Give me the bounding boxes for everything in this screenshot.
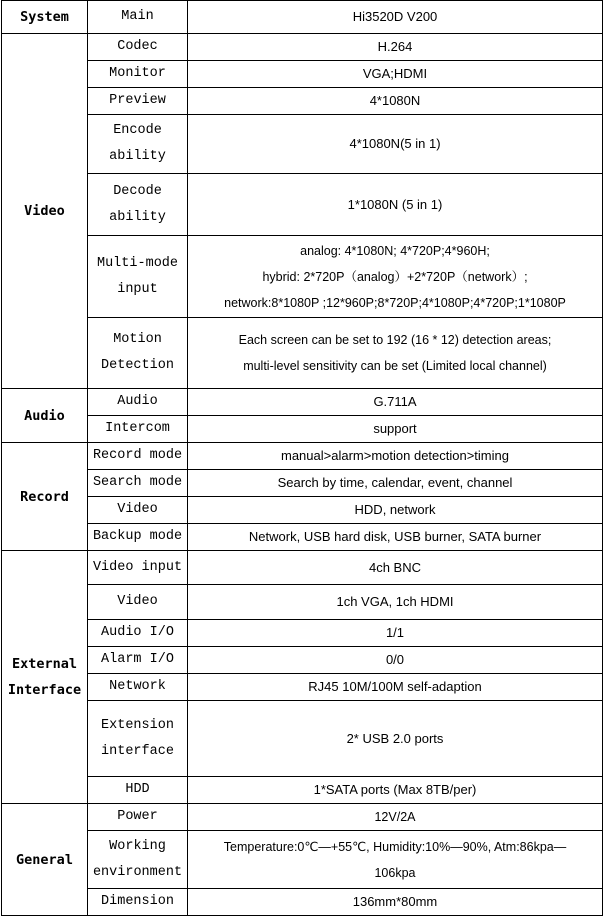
spec-label: Intercom: [88, 416, 188, 443]
table-row: [2, 551, 603, 585]
label-line: Decode: [113, 183, 162, 199]
table-row: [2, 620, 603, 647]
spec-value: VGA;HDMI: [188, 61, 603, 88]
value-line: hybrid: 2*720P（analog）+2*720P（network）;: [262, 269, 528, 284]
category-general: General: [2, 804, 88, 916]
spec-value: 1/1: [188, 620, 603, 647]
category-audio: Audio: [2, 389, 88, 443]
spec-value: manual>alarm>motion detection>timing: [188, 443, 603, 470]
value-line: analog: 4*1080N; 4*720P;4*960H;: [300, 243, 490, 258]
spec-label: Video: [88, 497, 188, 524]
label-line: Detection: [101, 358, 174, 373]
table-row: [2, 674, 603, 701]
label-line: Motion: [113, 332, 162, 347]
spec-label: [88, 318, 188, 389]
table-row: [2, 318, 603, 389]
table-row: [2, 389, 603, 416]
table-row: [2, 88, 603, 115]
label-line: Extension: [101, 717, 174, 733]
table-row: [2, 497, 603, 524]
spec-label: HDD: [88, 777, 188, 804]
table-row: [2, 585, 603, 620]
label-line: interface: [101, 743, 174, 759]
label-line: Encode: [113, 123, 162, 138]
table-row: [2, 416, 603, 443]
category-line: Interface: [7, 682, 82, 698]
spec-label: [88, 174, 188, 236]
table-row: [2, 647, 603, 674]
label-line: ability: [109, 149, 166, 164]
spec-label: [88, 831, 188, 889]
category-external-interface: [2, 551, 88, 804]
spec-value: RJ45 10M/100M self-adaption: [188, 674, 603, 701]
spec-label: Power: [88, 804, 188, 831]
table-row: [2, 524, 603, 551]
category-system: System: [2, 1, 88, 34]
spec-label: Network: [88, 674, 188, 701]
spec-label: Backup mode: [88, 524, 188, 551]
spec-value: [188, 236, 603, 318]
value-line: Temperature:0℃—+55℃, Humidity:10%—90%, Atm:86kpa—: [223, 839, 567, 854]
spec-value: 1ch VGA, 1ch HDMI: [188, 585, 603, 620]
spec-label: Main: [88, 1, 188, 34]
value-line: 106kpa: [374, 865, 416, 880]
spec-label: Record mode: [88, 443, 188, 470]
table-row: [2, 470, 603, 497]
spec-value: [188, 831, 603, 889]
table-row: [2, 236, 603, 318]
table-row: [2, 1, 603, 34]
spec-value: support: [188, 416, 603, 443]
table-row: [2, 174, 603, 236]
spec-label: Preview: [88, 88, 188, 115]
spec-value: 0/0: [188, 647, 603, 674]
table-row: [2, 701, 603, 777]
spec-label: Audio: [88, 389, 188, 416]
spec-label: Monitor: [88, 61, 188, 88]
label-line: input: [117, 281, 158, 297]
spec-label: [88, 115, 188, 174]
spec-label: Video input: [88, 551, 188, 585]
spec-value: 1*1080N (5 in 1): [188, 174, 603, 236]
spec-label: [88, 236, 188, 318]
table-row: [2, 443, 603, 470]
value-line: network:8*1080P ;12*960P;8*720P;4*1080P;4*720P;1*1080P: [224, 295, 566, 310]
spec-label: Video: [88, 585, 188, 620]
category-line: External: [11, 656, 78, 672]
spec-table: [1, 0, 603, 916]
spec-label: Dimension: [88, 889, 188, 916]
spec-value: 4*1080N: [188, 88, 603, 115]
spec-value: Hi3520D V200: [188, 1, 603, 34]
label-line: Multi-mode: [96, 255, 178, 271]
table-row: [2, 889, 603, 916]
spec-value: HDD, network: [188, 497, 603, 524]
label-line: ability: [109, 209, 166, 225]
spec-value: 136mm*80mm: [188, 889, 603, 916]
spec-label: Search mode: [88, 470, 188, 497]
spec-value: H.264: [188, 34, 603, 61]
spec-label: Audio I/O: [88, 620, 188, 647]
label-line: Working: [109, 838, 166, 854]
spec-value: Network, USB hard disk, USB burner, SATA burner: [188, 524, 603, 551]
table-row: [2, 34, 603, 61]
spec-value: G.711A: [188, 389, 603, 416]
spec-label: Codec: [88, 34, 188, 61]
spec-value: 4*1080N(5 in 1): [188, 115, 603, 174]
spec-label: Alarm I/O: [88, 647, 188, 674]
table-row: [2, 115, 603, 174]
value-line: multi-level sensitivity can be set (Limited local channel): [243, 359, 547, 373]
table-row: [2, 831, 603, 889]
spec-value: Search by time, calendar, event, channel: [188, 470, 603, 497]
table-row: [2, 777, 603, 804]
category-record: Record: [2, 443, 88, 551]
value-line: Each screen can be set to 192 (16 * 12) detection areas;: [238, 333, 552, 347]
spec-value: 4ch BNC: [188, 551, 603, 585]
table-row: [2, 61, 603, 88]
spec-value: [188, 318, 603, 389]
spec-label: [88, 701, 188, 777]
table-row: [2, 804, 603, 831]
label-line: environment: [92, 864, 183, 880]
spec-value: 2* USB 2.0 ports: [188, 701, 603, 777]
category-video: Video: [2, 34, 88, 389]
spec-value: 12V/2A: [188, 804, 603, 831]
spec-value: 1*SATA ports (Max 8TB/per): [188, 777, 603, 804]
